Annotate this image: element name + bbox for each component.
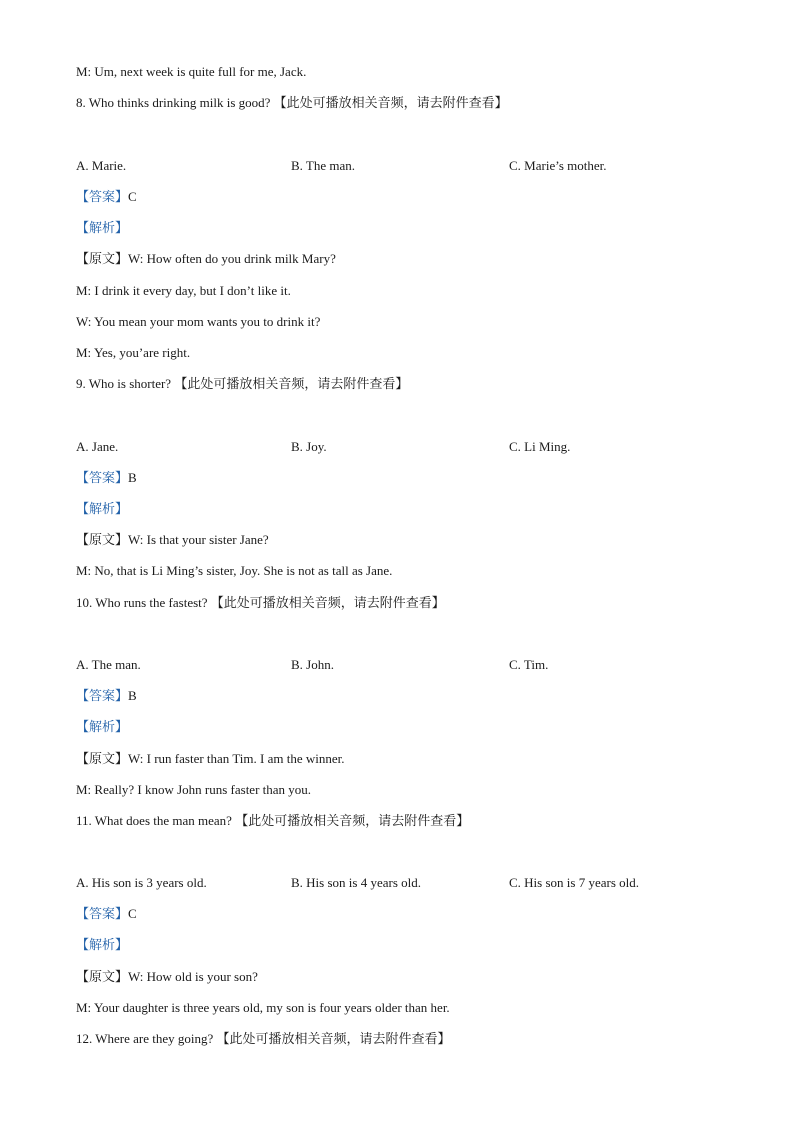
q8-option-b: B. The man. [291,158,356,173]
answer-value: B [128,470,137,485]
q10-analysis-tag: 【解析】 [76,719,129,734]
q9-option-b: B. Joy. [291,439,327,454]
transcript-line: 【原文】W: How often do you drink milk Mary? [76,251,336,266]
transcript-line: M: I drink it every day, but I don’t like it. [76,283,291,298]
answer-tag: 【答案】 [76,906,129,921]
answer-tag: 【答案】 [76,688,129,703]
q8-answer [76,189,137,205]
transcript-line: M: Really? I know John runs faster than you. [76,782,312,797]
q8-option-a: A. Marie. [76,158,127,173]
q9-option-a: A. Jane. [76,439,119,454]
question-10: 10. Who runs the fastest? 【此处可播放相关音频，请去附件查看】 [76,595,445,610]
question-11: 11. What does the man mean? 【此处可播放相关音频，请去附件查看】 [76,813,470,828]
q10-option-c: C. Tim. [509,657,549,672]
q9-answer [76,470,137,486]
transcript-line: 【原文】W: I run faster than Tim. I am the winner. [76,751,345,766]
q9-analysis-tag: 【解析】 [76,501,129,516]
q8-option-c: C. Marie’s mother. [509,158,607,173]
transcript-line: 【原文】W: Is that your sister Jane? [76,532,269,547]
answer-tag: 【答案】 [76,189,129,204]
question-9: 9. Who is shorter? 【此处可播放相关音频，请去附件查看】 [76,376,409,391]
transcript-line: M: No, that is Li Ming’s sister, Joy. She is not as tall as Jane. [76,563,393,578]
q9-option-c: C. Li Ming. [509,439,571,454]
question-8: 8. Who thinks drinking milk is good? 【此处可播放相关音频，请去附件查看】 [76,95,508,110]
dialogue-line: M: Um, next week is quite full for me, Jack. [76,64,307,79]
q11-option-b: B. His son is 4 years old. [291,875,421,890]
q8-analysis-tag: 【解析】 [76,220,129,235]
q10-option-a: A. The man. [76,657,141,672]
q11-answer [76,906,137,922]
answer-value: C [128,906,137,921]
answer-value: B [128,688,137,703]
transcript-line: M: Yes, you’are right. [76,345,191,360]
transcript-line: M: Your daughter is three years old, my son is four years older than her. [76,1000,450,1015]
q11-option-a: A. His son is 3 years old. [76,875,207,890]
answer-tag: 【答案】 [76,470,129,485]
q11-option-c: C. His son is 7 years old. [509,875,639,890]
question-12: 12. Where are they going? 【此处可播放相关音频，请去附件查看】 [76,1031,451,1046]
q10-option-b: B. John. [291,657,334,672]
transcript-line: 【原文】W: How old is your son? [76,969,258,984]
q10-answer [76,688,137,704]
answer-value: C [128,189,137,204]
transcript-line: W: You mean your mom wants you to drink it? [76,314,321,329]
q11-analysis-tag: 【解析】 [76,937,129,952]
